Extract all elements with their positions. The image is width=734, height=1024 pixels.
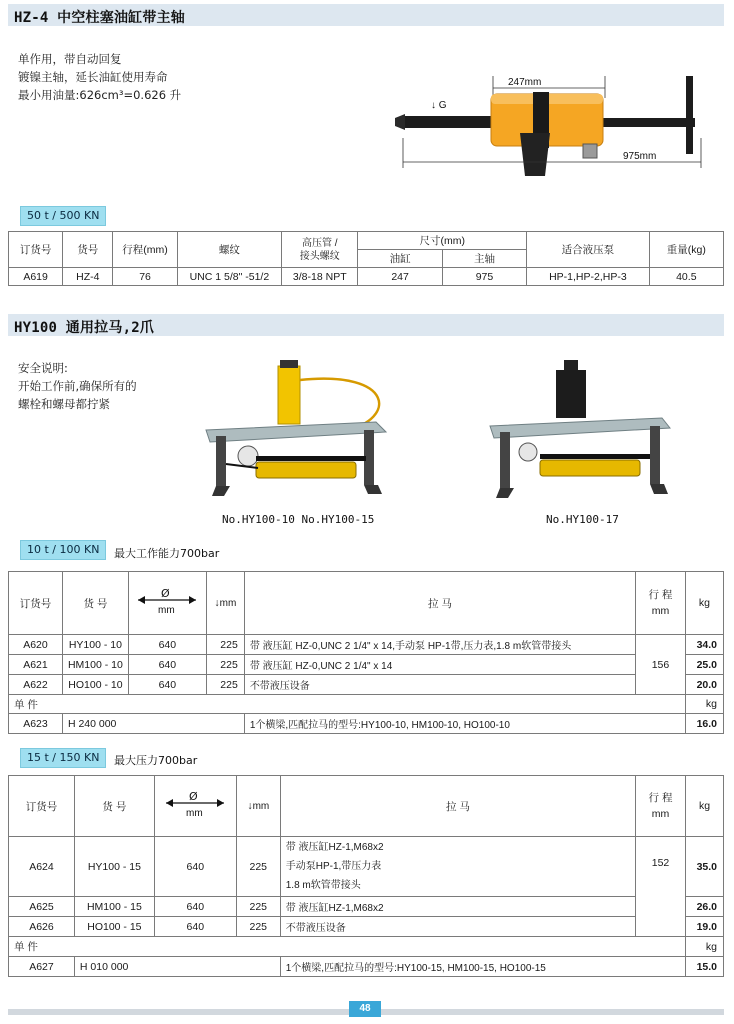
diameter-arrow-icon bbox=[136, 588, 198, 616]
travel-label: 行 程 bbox=[648, 792, 673, 804]
header-cell bbox=[636, 572, 686, 635]
section-header-hy100 bbox=[8, 314, 724, 336]
header-cell: 拉 马 bbox=[280, 776, 635, 837]
puller-hy100-17-illustration bbox=[484, 360, 676, 508]
header-cell bbox=[236, 776, 280, 837]
diameter-arrow-icon bbox=[164, 791, 226, 819]
section-title: HZ-4 中空柱塞油缸带主轴 bbox=[14, 10, 185, 26]
cell: 640 bbox=[154, 917, 236, 937]
header-cell bbox=[636, 776, 686, 837]
cell: 带 液压缸HZ-1,M68x2 bbox=[280, 897, 635, 917]
stroke-unit: mm bbox=[219, 598, 237, 609]
table-header-row bbox=[9, 232, 724, 250]
down-arrow-icon: ↓ bbox=[214, 597, 220, 609]
table-row bbox=[9, 837, 724, 897]
cell: 247 bbox=[358, 268, 442, 286]
note-line: 单作用，带自动回复 bbox=[18, 52, 122, 66]
header-line: 接头螺纹 bbox=[299, 250, 340, 262]
header-cell: 货号 bbox=[63, 232, 113, 268]
cell: 40.5 bbox=[649, 268, 723, 286]
cell: 26.0 bbox=[685, 897, 723, 917]
cell: HM100 - 15 bbox=[74, 897, 154, 917]
cell: 15.0 bbox=[685, 957, 723, 977]
section-header-hz4 bbox=[8, 4, 724, 26]
single-label: 单 件 bbox=[9, 695, 686, 714]
hy100-15-table bbox=[8, 775, 724, 977]
section-title: HY100 通用拉马,2爪 bbox=[14, 320, 155, 336]
travel-unit: mm bbox=[651, 808, 670, 820]
cell: A624 bbox=[9, 837, 75, 897]
cell: 156 bbox=[636, 635, 686, 695]
cell: 640 bbox=[128, 635, 206, 655]
header-cell: kg bbox=[685, 776, 723, 837]
header-cell: 油缸 bbox=[358, 250, 442, 268]
cell: A619 bbox=[9, 268, 63, 286]
cell: 19.0 bbox=[685, 917, 723, 937]
figure-caption: No.HY100-17 bbox=[546, 513, 619, 526]
hz4-cylinder-illustration bbox=[395, 68, 715, 178]
note-line: 螺栓和螺母都拧紧 bbox=[18, 397, 110, 411]
cell: 975 bbox=[442, 268, 526, 286]
cell: 1个横梁,匹配拉马的型号:HY100-10, HM100-10, HO100-10 bbox=[244, 714, 685, 734]
cell: 225 bbox=[236, 897, 280, 917]
header-cell: kg bbox=[685, 572, 723, 635]
dia-unit: mm bbox=[158, 604, 176, 616]
cell: 225 bbox=[206, 655, 244, 675]
cell: 带 液压缸 HZ-0,UNC 2 1/4" x 14,手动泵 HP-1带,压力表,1.8 m软管带接头 bbox=[244, 635, 635, 655]
cell: H 240 000 bbox=[62, 714, 244, 734]
header-line: 高压管 / bbox=[302, 237, 338, 249]
cell: 35.0 bbox=[685, 837, 723, 897]
desc-line: 1.8 m软管带接头 bbox=[285, 880, 361, 891]
desc-line: 带 液压缸HZ-1,M68x2 bbox=[285, 842, 384, 853]
header-cell: 货 号 bbox=[74, 776, 154, 837]
cell: 640 bbox=[154, 837, 236, 897]
cell bbox=[280, 837, 635, 897]
cell: A620 bbox=[9, 635, 63, 655]
header-cell: 货 号 bbox=[62, 572, 128, 635]
safety-notes bbox=[18, 359, 137, 413]
svg-text:Ø: Ø bbox=[161, 587, 171, 600]
cell: 34.0 bbox=[685, 635, 723, 655]
cell: HY100 - 10 bbox=[62, 635, 128, 655]
single-label: 单 件 bbox=[9, 937, 686, 957]
cell: UNC 1 5/8" -51/2 bbox=[177, 268, 281, 286]
note-line: 安全说明: bbox=[18, 361, 68, 375]
desc-line: 手动泵HP-1,带压力表 bbox=[285, 861, 382, 872]
note-line: 最小用油量:626cm³=0.626 升 bbox=[18, 88, 182, 102]
cell: A627 bbox=[9, 957, 75, 977]
cell: A621 bbox=[9, 655, 63, 675]
cell: 3/8-18 NPT bbox=[282, 268, 358, 286]
cell: 16.0 bbox=[685, 714, 723, 734]
cell: 225 bbox=[206, 635, 244, 655]
table-row bbox=[9, 714, 724, 734]
svg-text:Ø: Ø bbox=[189, 790, 198, 803]
cell: HP-1,HP-2,HP-3 bbox=[527, 268, 650, 286]
travel-label: 行 程 bbox=[648, 589, 673, 601]
table-row bbox=[9, 917, 724, 937]
capacity-badge: 15 t / 150 KN bbox=[20, 748, 106, 768]
header-cell: 重量(kg) bbox=[649, 232, 723, 268]
stroke-unit: mm bbox=[252, 801, 270, 812]
header-cell: 适合液压泵 bbox=[527, 232, 650, 268]
dia-unit: mm bbox=[186, 807, 203, 819]
dim-length-label: 975mm bbox=[623, 151, 657, 162]
cell: 25.0 bbox=[685, 655, 723, 675]
table-row bbox=[9, 635, 724, 655]
cell: 640 bbox=[128, 675, 206, 695]
note-line: 开始工作前,确保所有的 bbox=[18, 379, 137, 393]
cell: 20.0 bbox=[685, 675, 723, 695]
cell: 640 bbox=[154, 897, 236, 917]
capacity-note: 最大工作能力700bar bbox=[114, 547, 220, 560]
cell: HO100 - 15 bbox=[74, 917, 154, 937]
header-cell: 尺寸(mm) bbox=[358, 232, 527, 250]
capacity-note: 最大压力700bar bbox=[114, 754, 198, 767]
cell: 225 bbox=[236, 917, 280, 937]
cell: A623 bbox=[9, 714, 63, 734]
cell: 640 bbox=[128, 655, 206, 675]
down-arrow-icon: ↓ bbox=[247, 800, 253, 812]
hz4-spec-table bbox=[8, 231, 724, 286]
cell: A626 bbox=[9, 917, 75, 937]
cell: A625 bbox=[9, 897, 75, 917]
cell: A622 bbox=[9, 675, 63, 695]
table-row bbox=[9, 675, 724, 695]
header-cell: 主轴 bbox=[442, 250, 526, 268]
table-header-row bbox=[9, 572, 724, 635]
travel-unit: mm bbox=[651, 605, 670, 617]
cell: HZ-4 bbox=[63, 268, 113, 286]
table-row bbox=[9, 655, 724, 675]
header-cell: 行程(mm) bbox=[113, 232, 177, 268]
table-row bbox=[9, 957, 724, 977]
header-cell bbox=[154, 776, 236, 837]
cell: HM100 - 10 bbox=[62, 655, 128, 675]
table-header-row bbox=[9, 776, 724, 837]
cell: 带 液压缸 HZ-0,UNC 2 1/4" x 14 bbox=[244, 655, 635, 675]
header-cell: 订货号 bbox=[9, 232, 63, 268]
cell: H 010 000 bbox=[74, 957, 280, 977]
kg-label: kg bbox=[685, 937, 723, 957]
cell: 225 bbox=[236, 837, 280, 897]
cell: 不带液压设备 bbox=[280, 917, 635, 937]
page-number: 48 bbox=[349, 1001, 381, 1017]
header-cell bbox=[206, 572, 244, 635]
header-cell: 订货号 bbox=[9, 776, 75, 837]
capacity-badge: 10 t / 100 KN bbox=[20, 540, 106, 560]
header-cell bbox=[282, 232, 358, 268]
capacity-badge: 50 t / 500 KN bbox=[20, 206, 106, 226]
table-row bbox=[9, 268, 724, 286]
kg-label: kg bbox=[685, 695, 723, 714]
cell: 1个横梁,匹配拉马的型号:HY100-15, HM100-15, HO100-15 bbox=[280, 957, 685, 977]
puller-with-pump-illustration bbox=[196, 360, 394, 508]
cell: 76 bbox=[113, 268, 177, 286]
table-row bbox=[9, 897, 724, 917]
header-cell: 拉 马 bbox=[244, 572, 635, 635]
figure-caption: No.HY100-10 No.HY100-15 bbox=[222, 513, 375, 526]
dim-width-label: 247mm bbox=[508, 77, 542, 88]
cell: HY100 - 15 bbox=[74, 837, 154, 897]
header-cell bbox=[128, 572, 206, 635]
cell: HO100 - 10 bbox=[62, 675, 128, 695]
g-label: ↓ G bbox=[431, 100, 447, 111]
single-header-row bbox=[9, 695, 724, 714]
header-cell: 订货号 bbox=[9, 572, 63, 635]
feature-notes bbox=[18, 50, 181, 104]
cell: 225 bbox=[206, 675, 244, 695]
cell: 152 bbox=[636, 837, 686, 937]
header-cell: 螺纹 bbox=[177, 232, 281, 268]
hy100-10-table bbox=[8, 571, 724, 734]
single-header-row bbox=[9, 937, 724, 957]
note-line: 镀镍主轴，延长油缸使用寿命 bbox=[18, 70, 168, 84]
cell: 不带液压设备 bbox=[244, 675, 635, 695]
